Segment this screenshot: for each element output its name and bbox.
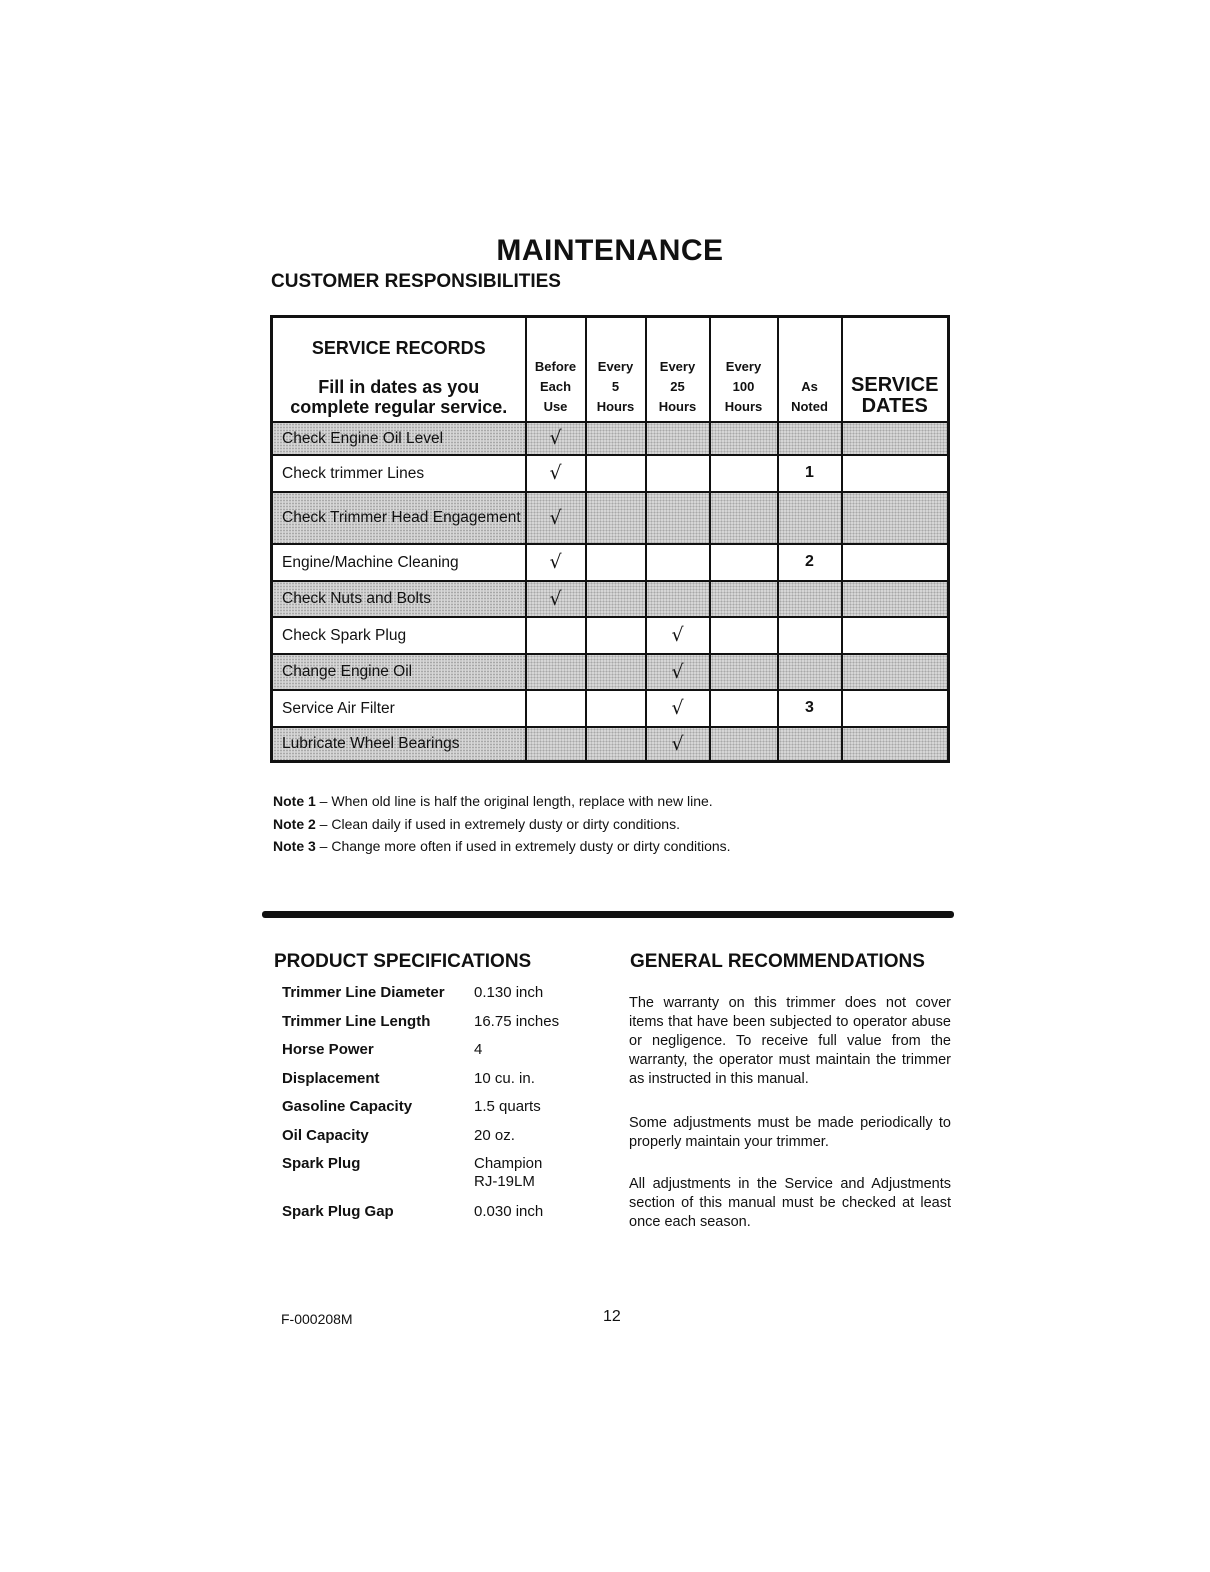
table-header-row [272, 317, 949, 422]
service-date-cell [842, 654, 949, 690]
interval-cell [526, 581, 586, 617]
service-date-cell [842, 455, 949, 492]
col-header-line: Each [539, 378, 572, 394]
col-header-line: Every [597, 358, 634, 374]
product-specs-table [282, 984, 559, 1232]
spec-value: 0.030 inch [474, 1203, 544, 1220]
recommendation-paragraph: All adjustments in the Service and Adjustments section of this manual must be checked at least once each season. [629, 1176, 951, 1230]
task-label: Check Nuts and Bolts [272, 581, 526, 617]
check-mark: √ [549, 587, 562, 610]
spec-value: 16.75 inches [474, 1012, 560, 1030]
interval-cell [586, 544, 646, 581]
col-header-every-25-hours [646, 317, 710, 422]
col-header-line: Hours [658, 398, 697, 414]
spec-row [282, 1013, 559, 1042]
task-label: Check trimmer Lines [272, 455, 526, 492]
service-records-line2: complete regular service. [290, 396, 508, 417]
interval-cell [526, 727, 586, 762]
note-label: Note 2 [273, 815, 316, 832]
spec-label: Gasoline Capacity [282, 1098, 413, 1115]
interval-cell [710, 727, 778, 762]
spec-label: Trimmer Line Diameter [282, 984, 445, 1001]
service-date-cell [842, 617, 949, 654]
table-row [272, 727, 949, 762]
table-row [272, 455, 949, 492]
table-row [272, 581, 949, 617]
col-header-as-noted [778, 317, 842, 422]
interval-cell [526, 690, 586, 727]
col-header-line: Use [543, 398, 568, 414]
note-ref: 3 [805, 699, 814, 716]
interval-cell [646, 690, 710, 727]
interval-cell [646, 544, 710, 581]
service-records-header [272, 317, 526, 422]
spec-value: 20 oz. [474, 1126, 515, 1144]
section-subtitle: CUSTOMER RESPONSIBILITIES [271, 271, 561, 292]
col-header-line: Every [725, 358, 762, 374]
note-line [273, 813, 731, 836]
task-label: Service Air Filter [272, 690, 526, 727]
product-specs-heading: PRODUCT SPECIFICATIONS [274, 951, 532, 972]
col-header-line: 100 [732, 378, 755, 394]
spec-row [282, 1098, 559, 1127]
spec-label: Trimmer Line Length [282, 1012, 431, 1030]
interval-cell [526, 492, 586, 544]
interval-cell [710, 690, 778, 727]
note-label: Note 1 [273, 793, 316, 809]
col-header-every-5-hours [586, 317, 646, 422]
spec-value: 0.130 inch [474, 984, 544, 1001]
service-date-cell [842, 727, 949, 762]
spec-value: 1.5 quarts [474, 1098, 541, 1115]
spec-value: 4 [474, 1041, 483, 1058]
col-header-line: Before [534, 358, 577, 374]
note-text: – Change more often if used in extremely dusty or dirty conditions. [315, 838, 731, 854]
recommendation-paragraph: Some adjustments must be made periodically to properly maintain your trimmer. [629, 1115, 951, 1150]
table-notes [273, 790, 731, 858]
task-label: Lubricate Wheel Bearings [272, 727, 526, 762]
table-row [272, 492, 949, 544]
check-mark: √ [549, 506, 562, 529]
interval-cell [646, 422, 710, 455]
col-header-line: As [801, 378, 818, 394]
note-text: – When old line is half the original length, replace with new line. [315, 793, 713, 809]
check-mark: √ [671, 624, 684, 646]
check-mark: √ [549, 462, 562, 484]
interval-cell [586, 422, 646, 455]
service-date-cell [842, 422, 949, 455]
col-header-line: Noted [791, 398, 828, 414]
check-mark: √ [671, 660, 684, 683]
spec-value-line: RJ-19LM [474, 1173, 535, 1190]
task-label: Check Spark Plug [272, 617, 526, 654]
col-header-line: Hours [596, 398, 635, 414]
interval-cell [646, 727, 710, 762]
table-row [272, 617, 949, 654]
note-ref-cell [778, 727, 842, 762]
check-mark: √ [671, 697, 684, 719]
interval-cell [586, 654, 646, 690]
interval-cell [710, 544, 778, 581]
service-records-line1: Fill in dates as you [318, 376, 480, 397]
note-text: – Clean daily if used in extremely dusty or dirty conditions. [315, 815, 680, 832]
table-row [272, 544, 949, 581]
spec-row [282, 1041, 559, 1070]
interval-cell [710, 422, 778, 455]
interval-cell [586, 581, 646, 617]
spec-row [282, 984, 559, 1013]
task-label: Check Trimmer Head Engagement [272, 492, 526, 544]
note-ref: 1 [805, 464, 814, 481]
table-row [272, 654, 949, 690]
task-label: Engine/Machine Cleaning [272, 544, 526, 581]
note-ref-cell [778, 544, 842, 581]
interval-cell [526, 422, 586, 455]
footer-code: F-000208M [281, 1311, 353, 1327]
spec-label: Spark Plug Gap [282, 1203, 394, 1220]
spec-row [282, 1127, 559, 1156]
col-header-line: Every [659, 358, 696, 374]
recommendation-paragraph: The warranty on this trimmer does not cover items that have been subjected to operator abuse or negligence. To receive full value from the warranty, the operator must maintain the trimmer as instructed in this manual. [629, 995, 951, 1087]
table-row [272, 422, 949, 455]
interval-cell [526, 654, 586, 690]
interval-cell [646, 654, 710, 690]
col-header-line: SERVICE [851, 373, 939, 396]
service-date-cell [842, 544, 949, 581]
note-ref-cell [778, 581, 842, 617]
spec-label: Horse Power [282, 1041, 374, 1058]
interval-cell [710, 492, 778, 544]
section-divider [262, 911, 954, 918]
check-mark: √ [549, 427, 562, 449]
general-recommendations-heading: GENERAL RECOMMENDATIONS [630, 951, 925, 972]
spec-row [282, 1070, 559, 1099]
col-header-line: 5 [611, 378, 620, 394]
spec-label: Oil Capacity [282, 1126, 369, 1144]
note-ref-cell [778, 654, 842, 690]
note-ref-cell [778, 690, 842, 727]
note-ref-cell [778, 492, 842, 544]
spec-label: Displacement [282, 1069, 380, 1087]
interval-cell [710, 617, 778, 654]
note-line [273, 790, 731, 813]
note-ref-cell [778, 617, 842, 654]
note-ref-cell [778, 455, 842, 492]
page-title: MAINTENANCE [496, 234, 724, 267]
spec-value [474, 1155, 559, 1203]
check-mark: √ [671, 732, 684, 755]
col-header-line: DATES [861, 394, 928, 417]
interval-cell [526, 455, 586, 492]
interval-cell [586, 617, 646, 654]
service-date-cell [842, 690, 949, 727]
col-header-line: 25 [670, 378, 685, 394]
col-header-service-dates [842, 317, 949, 422]
spec-value-line: Champion [474, 1155, 543, 1172]
service-date-cell [842, 581, 949, 617]
note-ref: 2 [805, 553, 814, 570]
interval-cell [586, 727, 646, 762]
interval-cell [526, 544, 586, 581]
interval-cell [646, 455, 710, 492]
note-line [273, 835, 731, 858]
maintenance-table [270, 315, 950, 763]
col-header-line: Hours [724, 398, 763, 414]
col-header-before-each-use [526, 317, 586, 422]
interval-cell [586, 492, 646, 544]
interval-cell [710, 654, 778, 690]
interval-cell [526, 617, 586, 654]
table-row [272, 690, 949, 727]
check-mark: √ [549, 551, 562, 573]
note-ref-cell [778, 422, 842, 455]
interval-cell [710, 581, 778, 617]
service-records-title: SERVICE RECORDS [311, 337, 486, 358]
page-number: 12 [603, 1308, 621, 1325]
task-label: Change Engine Oil [272, 654, 526, 690]
interval-cell [710, 455, 778, 492]
interval-cell [646, 581, 710, 617]
note-label: Note 3 [273, 838, 316, 854]
col-header-every-100-hours [710, 317, 778, 422]
task-label: Check Engine Oil Level [272, 422, 526, 455]
interval-cell [586, 690, 646, 727]
spec-row [282, 1155, 559, 1203]
interval-cell [586, 455, 646, 492]
service-date-cell [842, 492, 949, 544]
spec-row [282, 1203, 559, 1232]
interval-cell [646, 617, 710, 654]
spec-label: Spark Plug [282, 1155, 361, 1172]
interval-cell [646, 492, 710, 544]
spec-value: 10 cu. in. [474, 1069, 535, 1087]
